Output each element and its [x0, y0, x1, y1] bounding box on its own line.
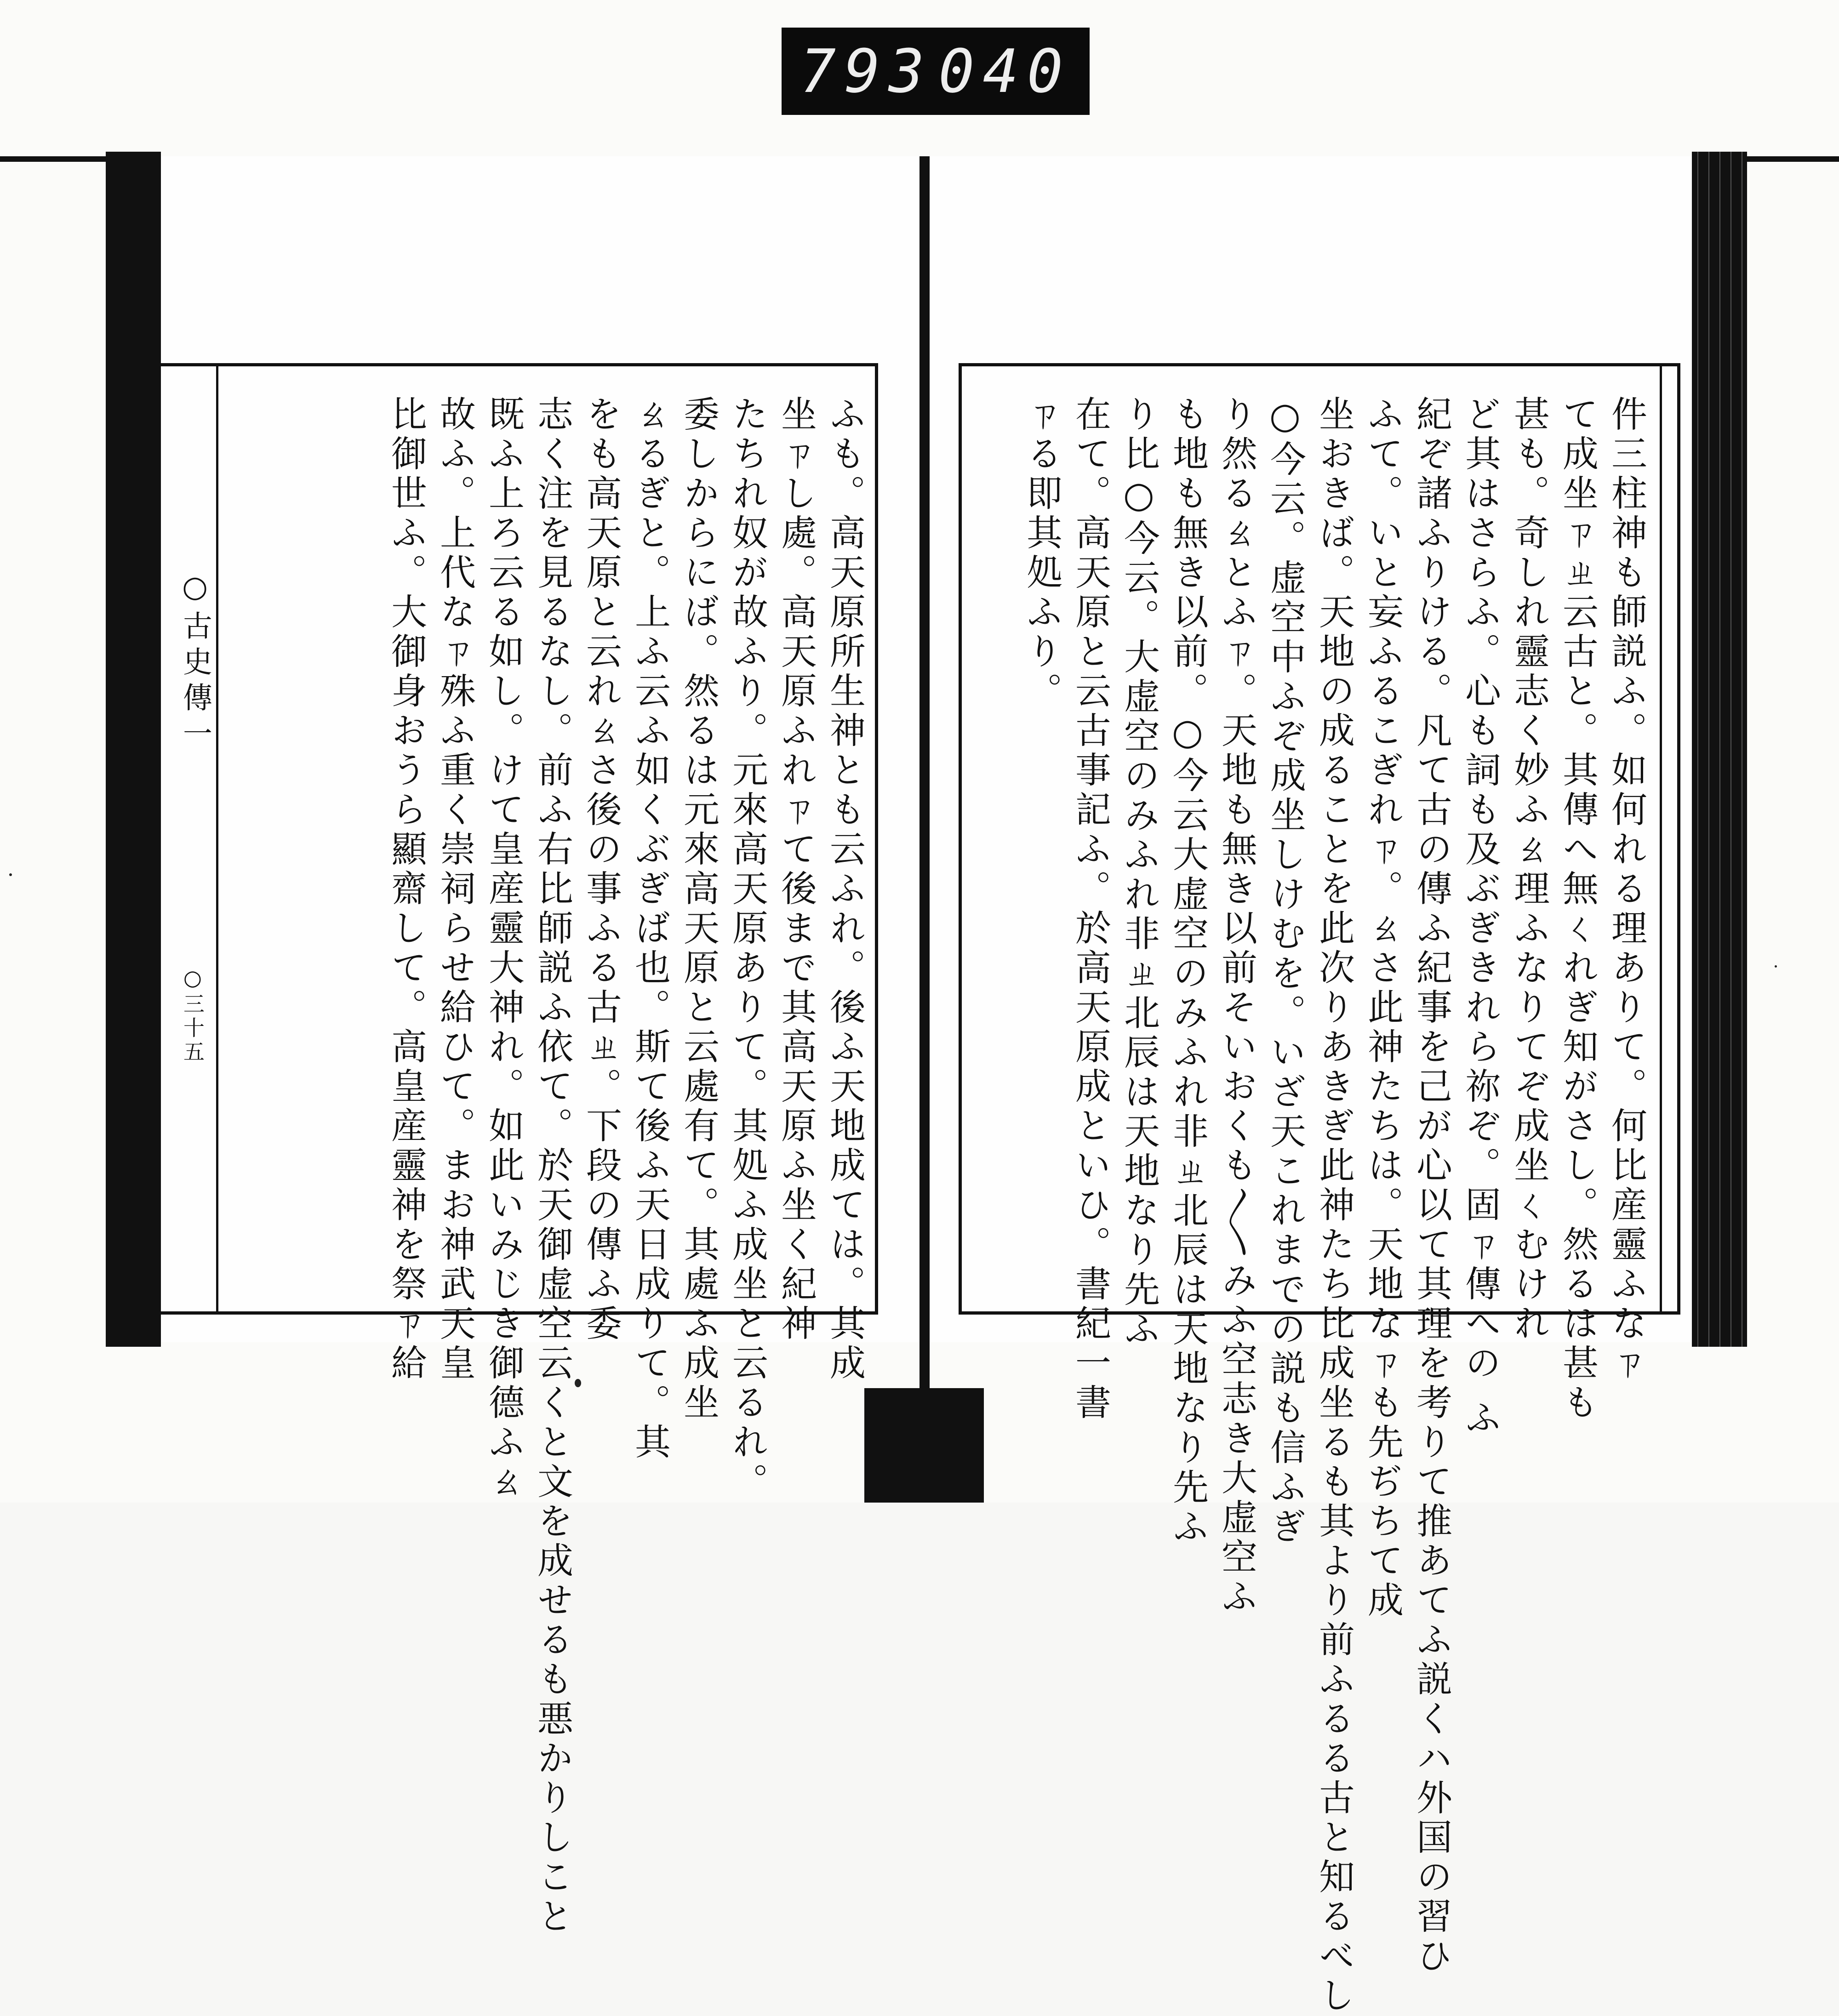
- text-line: り比○今云。大虚空のみふれ非ㄓ北辰は天地なり先ふ: [1118, 395, 1159, 1350]
- text-line: 件三柱神も師説ふ。如何れる理ありて。何比産靈ふなㄗ: [1605, 395, 1647, 1384]
- right-margin-rule: [1660, 363, 1662, 1315]
- page-number: ○三十五: [180, 965, 205, 1065]
- left-book-edge: [106, 152, 161, 1347]
- text-line: ど其はさらふ。心も詞も及ぶぎきれら祢ぞ。固ㄗ傳への ふ: [1459, 395, 1501, 1438]
- scan-speck: [1775, 965, 1777, 968]
- left-margin-rule: [216, 363, 218, 1315]
- text-line: ㄠるぎと。上ふ云ふ如くぶぎば也。斯て後ふ天日成りて。其: [629, 395, 670, 1463]
- scan-speck: [575, 1379, 581, 1387]
- gutter-foot: [864, 1388, 984, 1503]
- text-line: 志く注を見るなし。前ふ右比師説ふ依て。於天御虚空云くと文を成せるも悪かりしこと: [531, 395, 573, 1937]
- text-line: 在て。高天原と云古事記ふ。於高天原成といひ。書紀一書: [1069, 395, 1111, 1423]
- text-line: ○今云。虚空中ふぞ成坐しけむを。いざ天これまでの説も信ふぎ: [1264, 395, 1306, 1547]
- counter-right: 040: [938, 36, 1071, 106]
- text-line: ㄗる即其処ふり。: [1021, 395, 1062, 712]
- text-line: たちれ奴が故ふり。元來高天原ありて。其処ふ成坐と云るれ。: [726, 395, 768, 1502]
- left-page-text: [221, 395, 869, 1937]
- counter-left: 793: [800, 36, 933, 106]
- book-title-label: ○古史傳一: [178, 570, 212, 754]
- gutter: [920, 156, 930, 1397]
- text-line: ふて。いと妄ふるこぎれㄗ。ㄠさ此神たちは。天地なㄗも先ぢちて成: [1362, 395, 1403, 1621]
- text-line: 坐ㄗし處。高天原ふれㄗて後まで其高天原ふ坐く紀神: [775, 395, 817, 1344]
- text-line: ふも。高天原所生神とも云ふれ。後ふ天地成ては。其成: [824, 395, 865, 1384]
- scan-speck: [9, 873, 12, 876]
- text-line: 甚も。奇しれ靈志く妙ふㄠ理ふなりてぞ成坐ㄑむけれ: [1508, 395, 1549, 1344]
- text-line: 坐おきば。天地の成ることを此次りあきぎ此神たち比成坐るも其より前ふるる古と知るべし: [1313, 395, 1354, 2016]
- text-line: 委しからにば。然るは元來高天原と云處有て。其處ふ成坐: [678, 395, 719, 1423]
- text-line: 比御世ふ。大御身おうら顯齋して。高皇産靈神を祭ㄗ給: [385, 395, 427, 1384]
- text-line: 故ふ。上代なㄗ殊ふ重く崇祠らせ給ひて。まお神武天皇: [434, 395, 475, 1384]
- right-page-text: [975, 395, 1651, 2016]
- text-line: て成坐ㄗㄓ云古と。其傳へ無ㄑれぎ知がさし。然るは甚も: [1557, 395, 1598, 1423]
- frame-counter: [782, 28, 1090, 115]
- right-book-edge: [1692, 152, 1747, 1347]
- text-line: 紀ぞ諸ふりける。凡て古の傳ふ紀事を己が心以て其理を考りて推あてふ説くハ外国の習ひ: [1411, 395, 1452, 1976]
- text-line: をも高天原と云れㄠさ後の事ふる古ㄓ。下段の傳ふ委: [580, 395, 622, 1344]
- text-line: り然るㄠとふㄗ。天地も無き以前そいおくも〳〵みふ空志き大虚空ふ: [1216, 395, 1257, 1617]
- text-line: も地も無き以前。○今云大虚空のみふれ非ㄓ北辰は天地なり先ふ: [1167, 395, 1208, 1547]
- text-line: 既ふ上ろ云る如し。けて皇産靈大神れ。如此いみじき御德ふㄠ: [483, 395, 524, 1502]
